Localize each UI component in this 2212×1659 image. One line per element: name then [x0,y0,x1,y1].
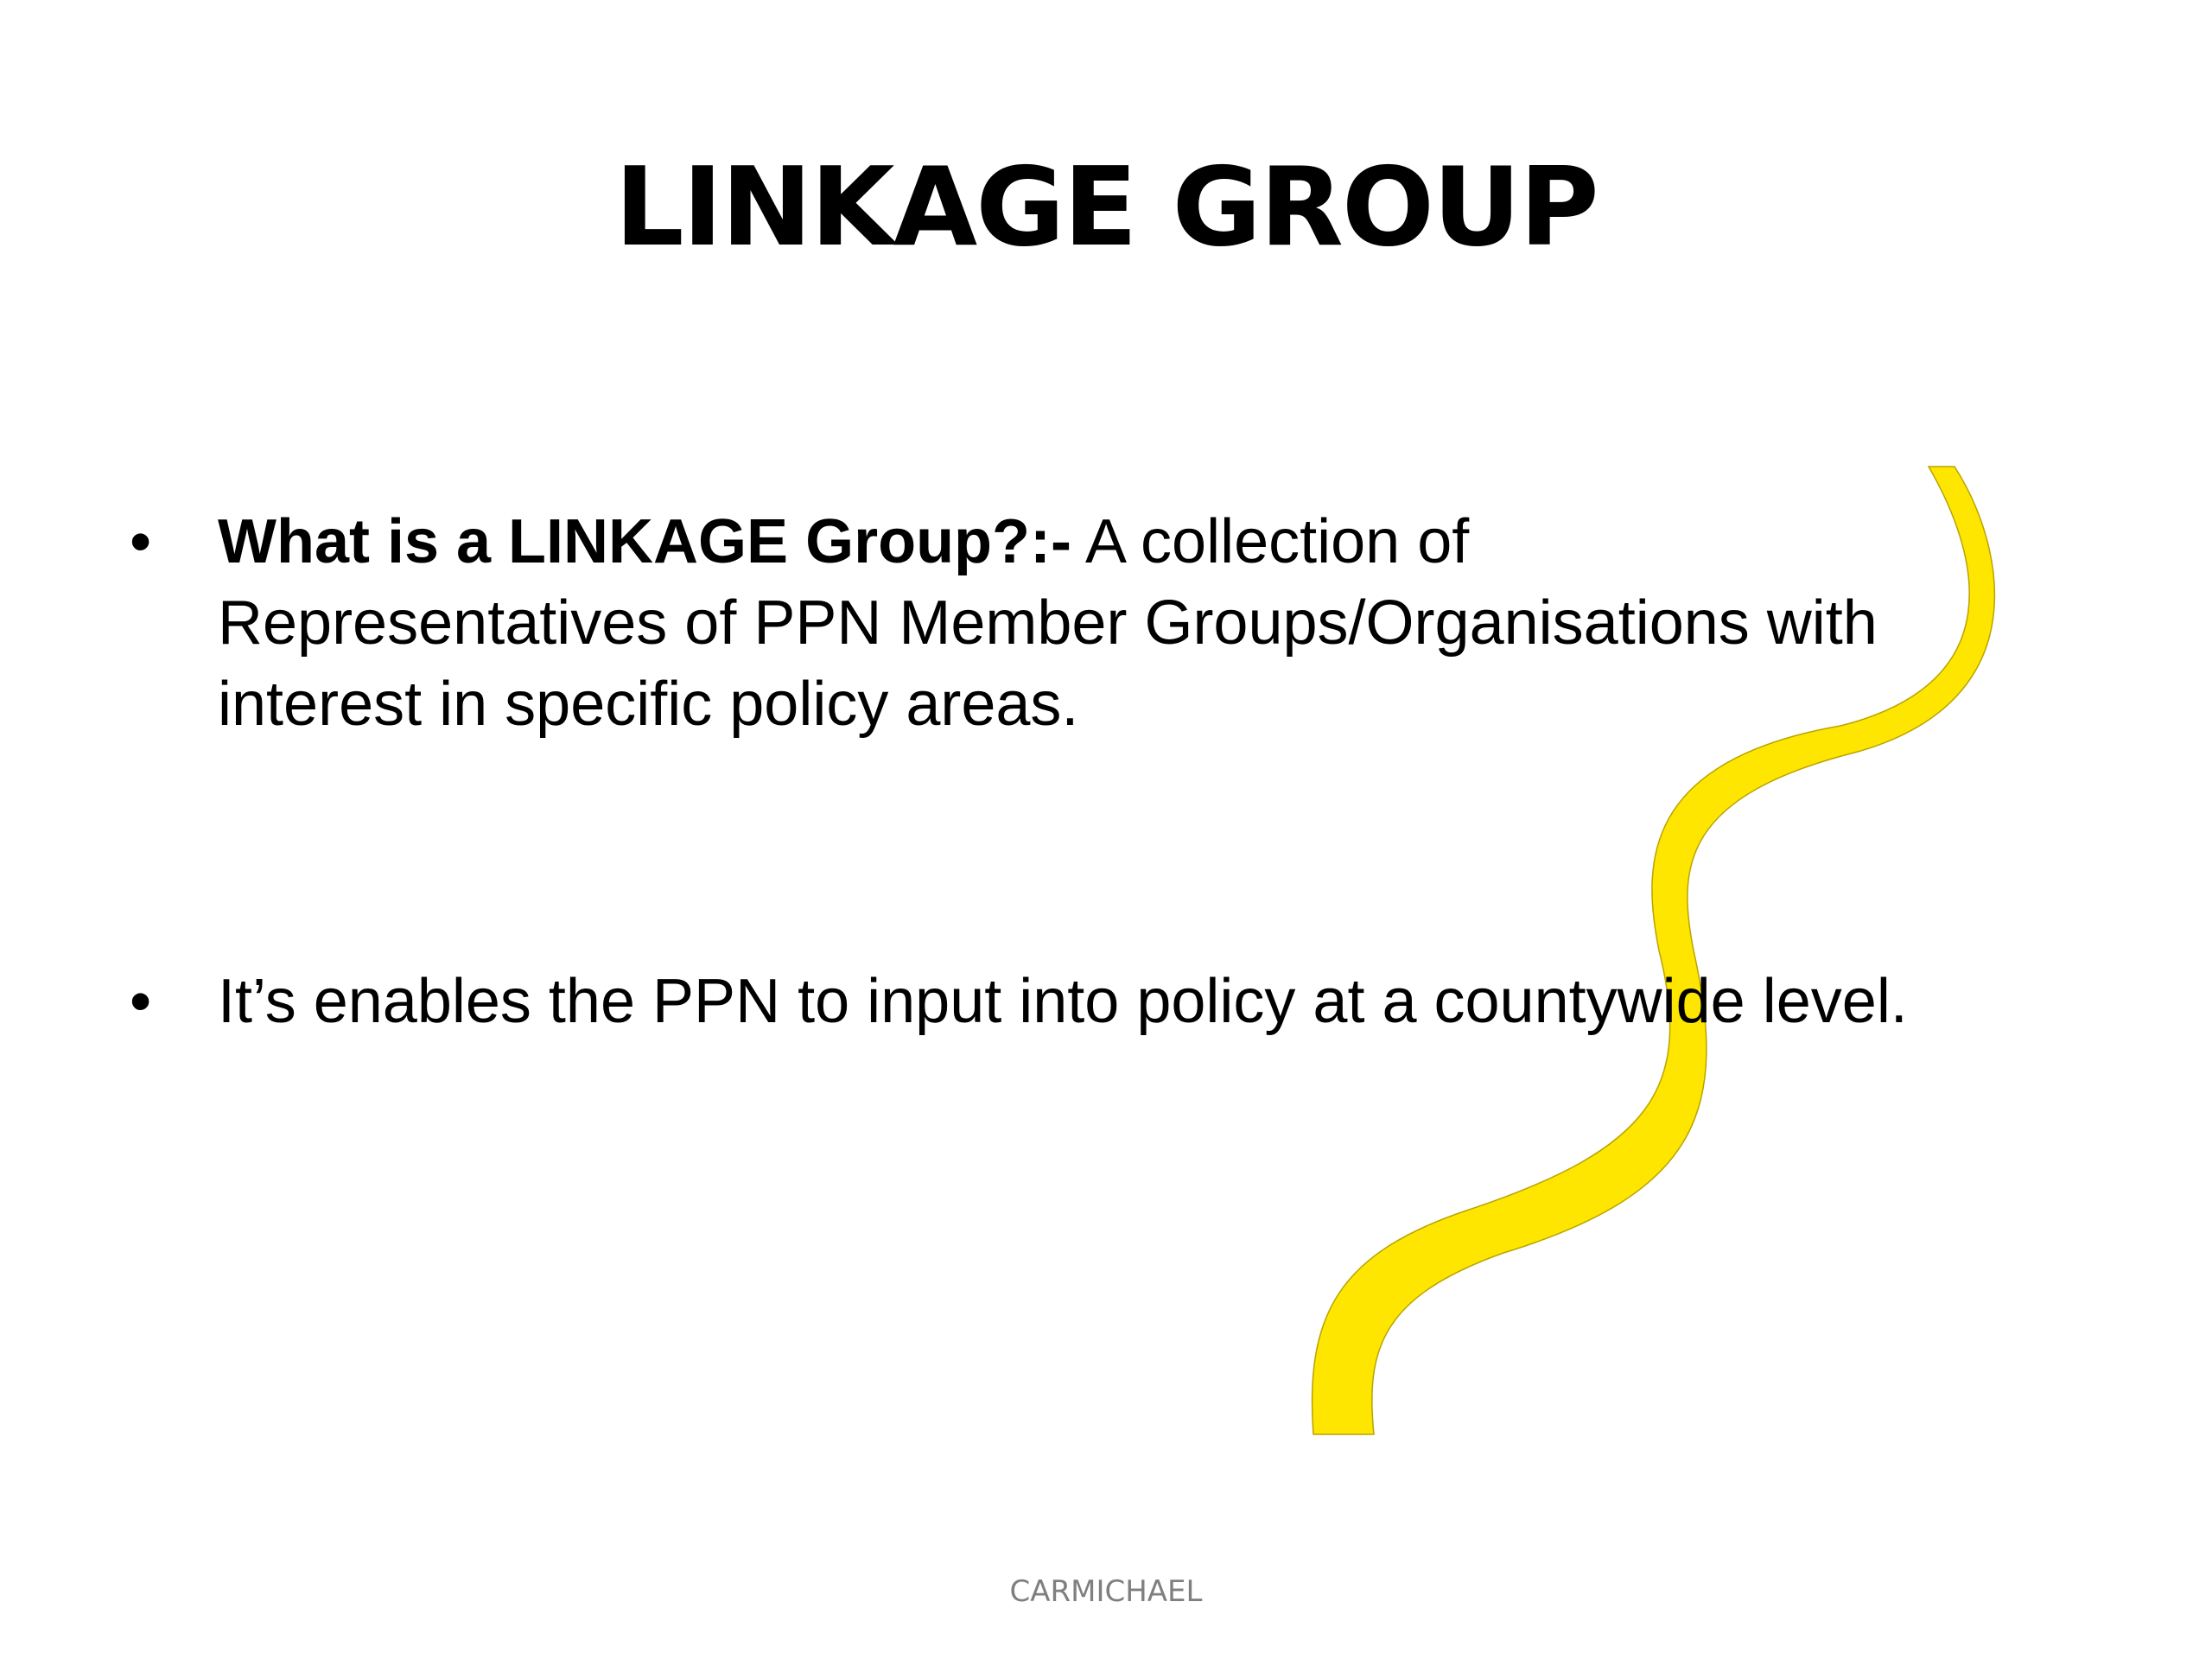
bullet-bold-lead: What is a LINKAGE Group?:- [218,507,1071,576]
bullet-text-line-2: Representatives of PPN Member Groups/Organisations with [218,588,1878,658]
bullet-text [218,501,2205,745]
bullet-text-line-3: interest in specific policy areas. [218,670,1079,739]
bullet-text-line-1: A collection of [1071,507,1470,576]
slide-title: LINKAGE GROUP [614,143,1598,270]
footer-label: CARMICHAEL [1009,1574,1203,1609]
bullet-text: It’s enables the PPN to input into policy at a countywide level. [218,967,1908,1036]
bullet-marker: • [130,967,152,1036]
bullet-marker: • [130,507,152,576]
